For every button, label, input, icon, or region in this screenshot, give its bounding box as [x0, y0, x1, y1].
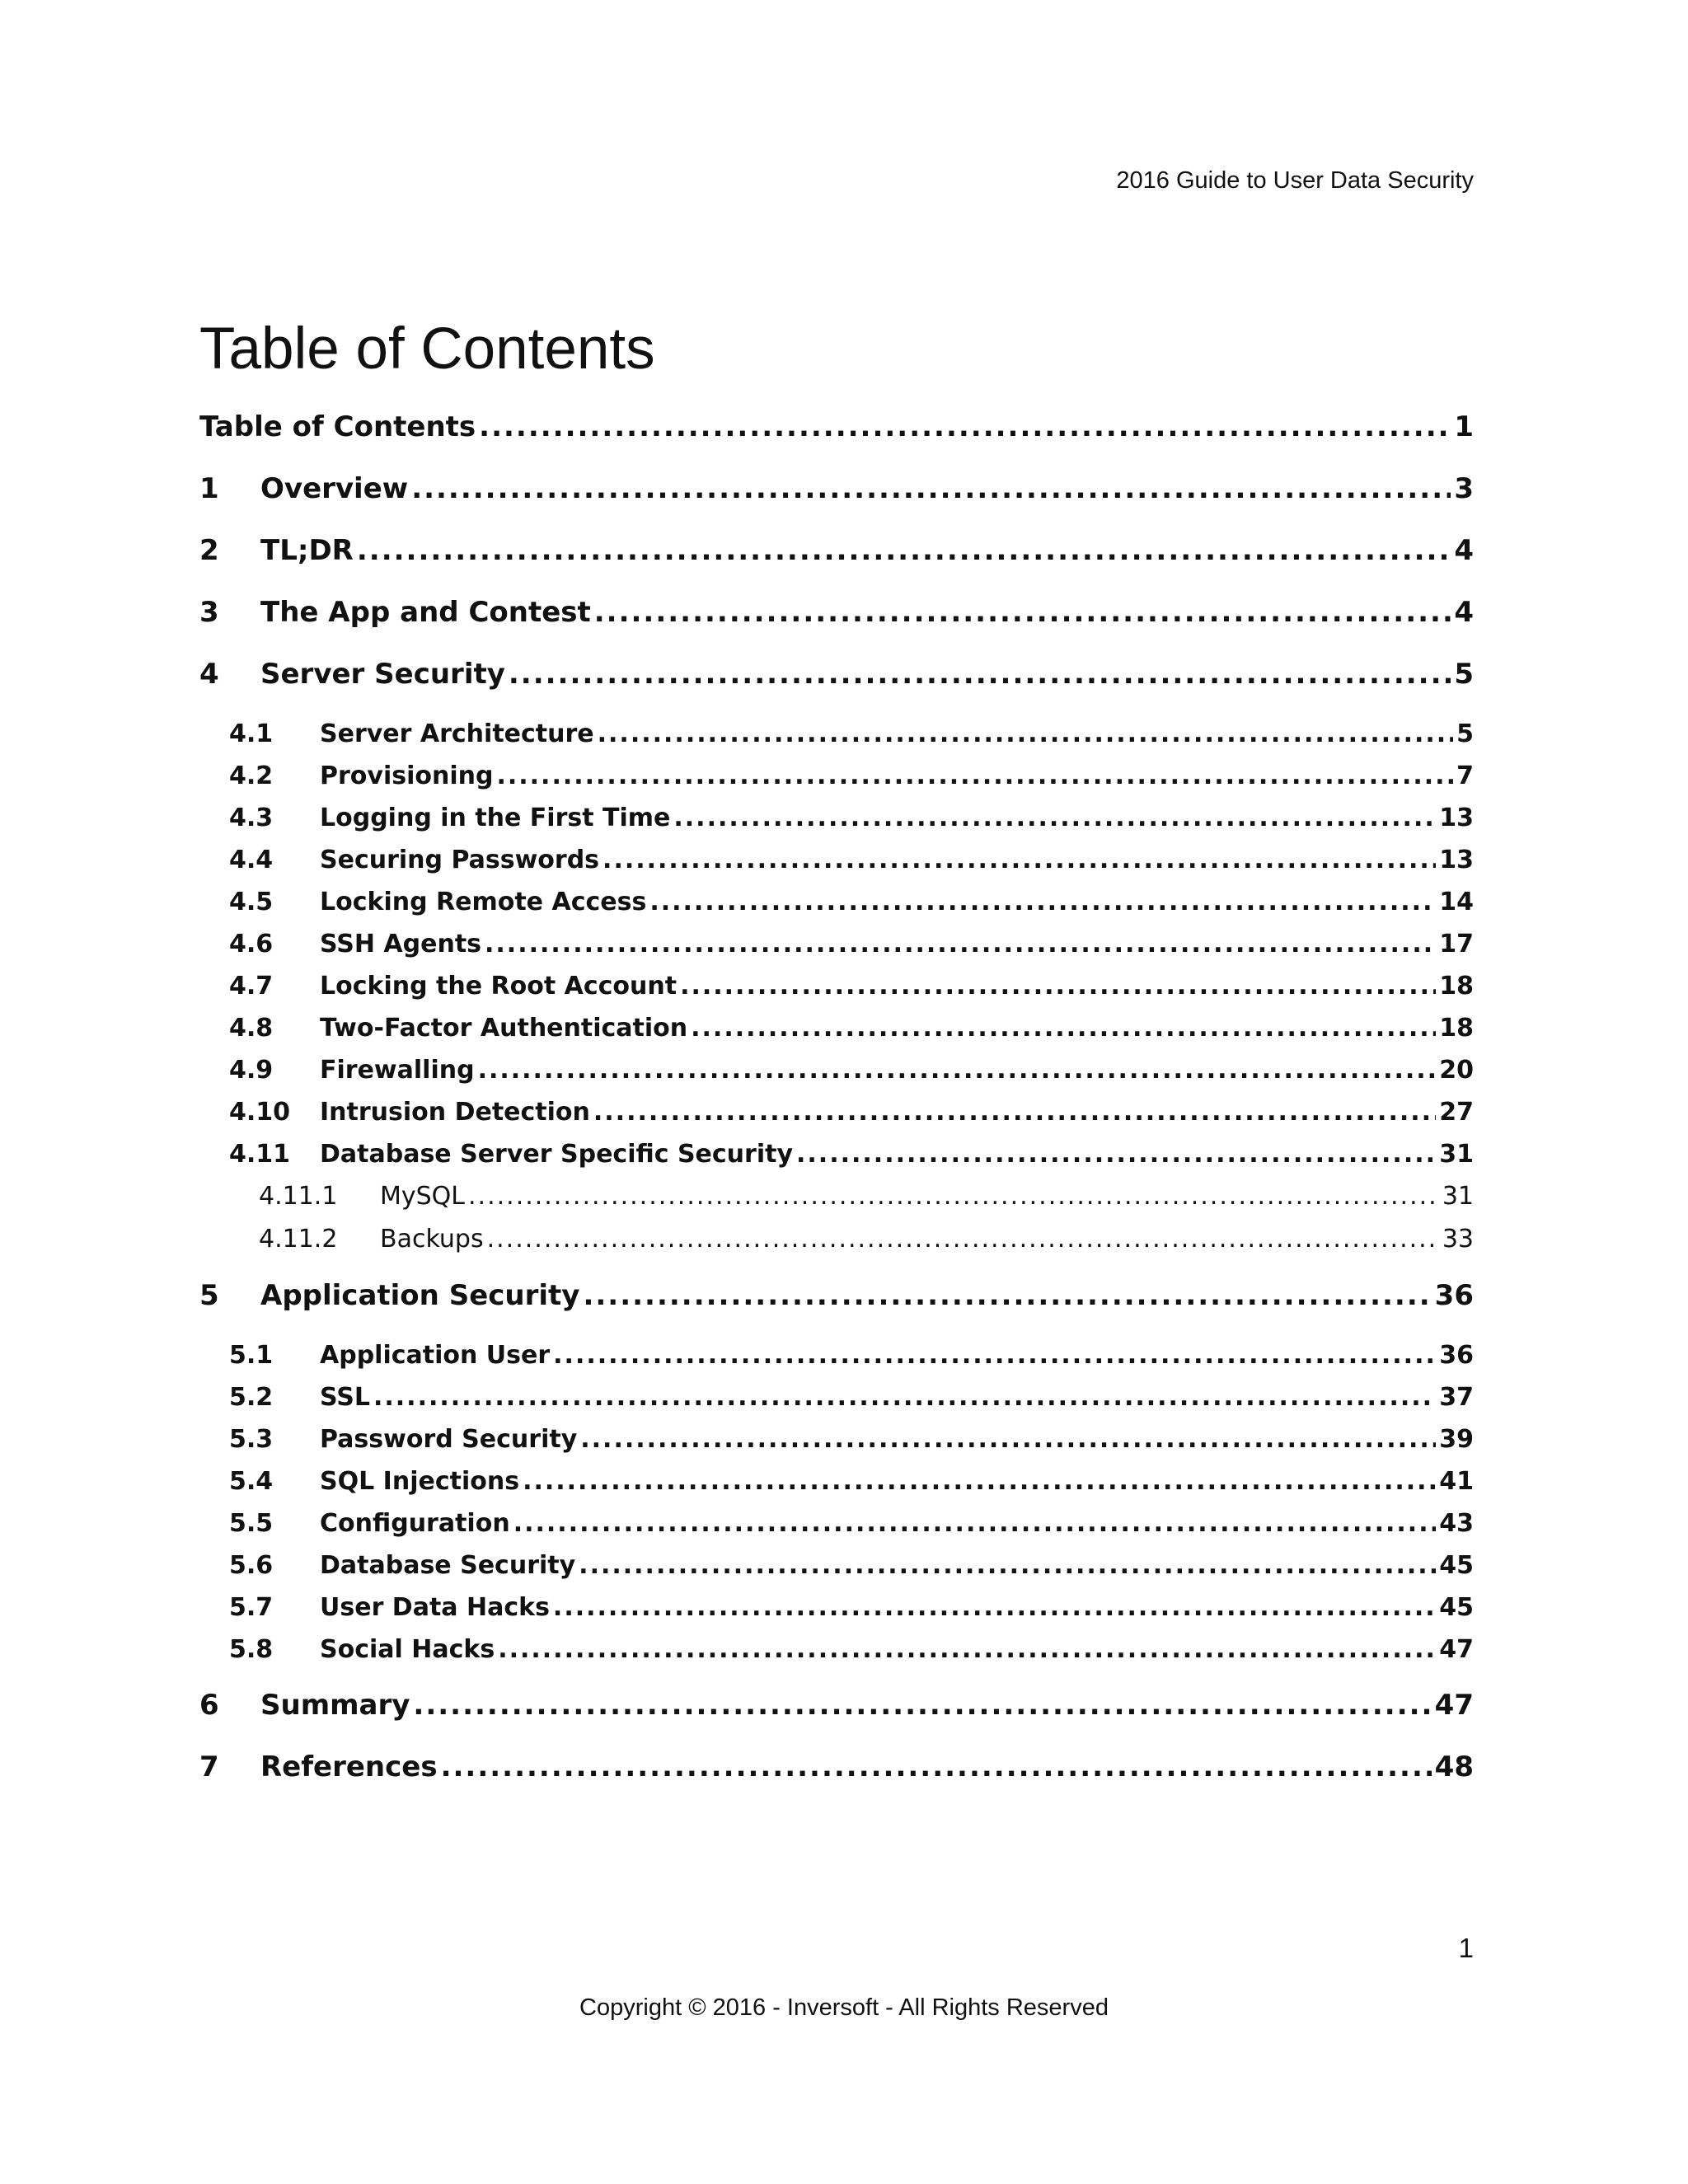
toc-entry-number: 5.3 — [229, 1425, 274, 1454]
toc-entry-number: 4.9 — [229, 1056, 274, 1085]
toc-entry[interactable] — [199, 1551, 1474, 1593]
toc-entry-title: Social Hacks — [320, 1635, 495, 1664]
toc-entry-number: 4.10 — [229, 1098, 291, 1127]
dot-leader — [580, 1425, 1436, 1454]
toc-entry-page: 39 — [1439, 1425, 1474, 1454]
toc-entry-page: 5 — [1456, 719, 1474, 748]
dot-leader — [413, 1689, 1431, 1722]
dot-leader — [496, 762, 1453, 790]
dot-leader — [485, 930, 1436, 958]
toc-entry-page: 45 — [1439, 1551, 1474, 1580]
toc-entry[interactable] — [199, 1689, 1474, 1750]
toc-entry[interactable] — [199, 846, 1474, 888]
toc-entry-title: Password Security — [320, 1425, 578, 1454]
dot-leader — [411, 472, 1451, 505]
toc-entry-number: 4.11.2 — [259, 1225, 338, 1254]
toc-entry-number: 7 — [199, 1750, 219, 1783]
toc-entry-page: 31 — [1439, 1140, 1474, 1169]
toc-entry-page: 43 — [1439, 1509, 1474, 1538]
toc-entry-page: 18 — [1439, 972, 1474, 1001]
toc-entry[interactable] — [199, 1014, 1474, 1056]
toc-entry-number: 4.6 — [229, 930, 274, 958]
dot-leader — [479, 410, 1451, 443]
toc-entry-page: 36 — [1434, 1279, 1474, 1312]
toc-entry-page: 37 — [1439, 1383, 1474, 1412]
page-number: 1 — [1458, 1933, 1474, 1963]
toc-entry[interactable] — [199, 1056, 1474, 1098]
toc-entry[interactable] — [199, 804, 1474, 846]
toc-entry-number: 5.8 — [229, 1635, 274, 1664]
dot-leader — [680, 972, 1436, 1001]
toc-entry[interactable] — [199, 762, 1474, 804]
dot-leader — [796, 1140, 1436, 1169]
toc-entry-page: 48 — [1434, 1750, 1474, 1783]
toc-entry-title: SSL — [320, 1383, 370, 1412]
dot-leader — [583, 1279, 1431, 1312]
toc-entry-page: 3 — [1454, 472, 1474, 505]
toc-entry-title: SQL Injections — [320, 1467, 520, 1496]
toc-entry[interactable] — [199, 1279, 1474, 1341]
toc-entry-number: 4.2 — [229, 762, 274, 790]
toc-entry[interactable] — [199, 1341, 1474, 1383]
dot-leader — [498, 1635, 1436, 1664]
toc-entry-title: Server Security — [260, 658, 505, 691]
toc-entry-title: The App and Contest — [260, 596, 591, 629]
dot-leader — [468, 1182, 1439, 1211]
dot-leader — [649, 888, 1436, 916]
toc-entry[interactable] — [199, 1425, 1474, 1467]
dot-leader — [691, 1014, 1436, 1043]
toc-entry-page: 4 — [1454, 534, 1474, 567]
toc-entry-number: 5.1 — [229, 1341, 274, 1370]
toc-entry-page: 1 — [1454, 410, 1474, 443]
dot-leader — [513, 1509, 1437, 1538]
toc-entry-title: Database Server Specific Security — [320, 1140, 794, 1169]
dot-leader — [553, 1341, 1436, 1370]
toc-entry-title: Database Security — [320, 1551, 576, 1580]
dot-leader — [553, 1593, 1436, 1622]
toc-entry-page: 31 — [1442, 1182, 1474, 1211]
running-header: 2016 Guide to User Data Security — [1116, 167, 1474, 194]
toc-entry[interactable] — [199, 972, 1474, 1014]
toc-entry-title: Overview — [260, 472, 409, 505]
toc-entry[interactable] — [199, 472, 1474, 534]
toc-entry-title: References — [260, 1750, 438, 1783]
toc-entry-number: 5.6 — [229, 1551, 274, 1580]
toc-entry-number: 5.2 — [229, 1383, 274, 1412]
toc-entry-title: Intrusion Detection — [320, 1098, 590, 1127]
toc-entry-page: 17 — [1439, 930, 1474, 958]
toc-entry[interactable] — [199, 719, 1474, 762]
toc-entry-page: 27 — [1439, 1098, 1474, 1127]
dot-leader — [603, 846, 1436, 874]
toc-entry-title: SSH Agents — [320, 930, 482, 958]
toc-entry-title: Provisioning — [320, 762, 494, 790]
table-of-contents — [199, 410, 1474, 1812]
toc-entry-number: 4.11 — [229, 1140, 291, 1169]
toc-entry-page: 18 — [1439, 1014, 1474, 1043]
toc-entry-number: 2 — [199, 534, 219, 567]
toc-entry[interactable] — [199, 888, 1474, 930]
toc-entry-title: Table of Contents — [199, 410, 476, 443]
toc-entry-title: Securing Passwords — [320, 846, 600, 874]
toc-entry-title: Configuration — [320, 1509, 510, 1538]
toc-entry-title: Server Architecture — [320, 719, 594, 748]
toc-entry-title: Application User — [320, 1341, 551, 1370]
dot-leader — [598, 719, 1453, 748]
dot-leader — [373, 1383, 1436, 1412]
toc-entry[interactable] — [199, 930, 1474, 972]
toc-entry-number: 3 — [199, 596, 219, 629]
toc-entry-page: 33 — [1442, 1225, 1474, 1254]
toc-entry[interactable] — [199, 410, 1474, 472]
page-title: Table of Contents — [199, 316, 655, 382]
dot-leader — [673, 804, 1436, 832]
toc-entry-page: 5 — [1454, 658, 1474, 691]
toc-entry-number: 4.5 — [229, 888, 274, 916]
toc-entry-number: 4 — [199, 658, 219, 691]
toc-entry[interactable] — [199, 1182, 1474, 1225]
toc-entry-page: 47 — [1439, 1635, 1474, 1664]
toc-entry-title: User Data Hacks — [320, 1593, 550, 1622]
toc-entry-number: 1 — [199, 472, 219, 505]
toc-entry-title: Summary — [260, 1689, 410, 1722]
toc-entry[interactable] — [199, 1750, 1474, 1812]
toc-entry[interactable] — [199, 1635, 1474, 1677]
toc-entry-title: Application Security — [260, 1279, 580, 1312]
toc-entry-title: MySQL — [380, 1182, 466, 1211]
dot-leader — [478, 1056, 1437, 1085]
toc-entry-number: 5 — [199, 1279, 219, 1312]
toc-entry-title: Firewalling — [320, 1056, 475, 1085]
toc-entry-number: 6 — [199, 1689, 219, 1722]
toc-entry-title: Locking Remote Access — [320, 888, 647, 916]
toc-entry-number: 4.7 — [229, 972, 274, 1001]
toc-entry[interactable] — [199, 1140, 1474, 1182]
toc-entry[interactable] — [199, 658, 1474, 719]
toc-entry[interactable] — [199, 1225, 1474, 1268]
toc-entry-title: Two-Factor Authentication — [320, 1014, 688, 1043]
toc-entry-page: 7 — [1456, 762, 1474, 790]
toc-entry-page: 13 — [1439, 846, 1474, 874]
dot-leader — [579, 1551, 1436, 1580]
toc-entry-title: Locking the Root Account — [320, 972, 678, 1001]
dot-leader — [523, 1467, 1436, 1496]
toc-entry[interactable] — [199, 1593, 1474, 1635]
toc-entry[interactable] — [199, 1467, 1474, 1509]
toc-entry-page: 20 — [1439, 1056, 1474, 1085]
toc-entry-page: 4 — [1454, 596, 1474, 629]
dot-leader — [357, 534, 1451, 567]
toc-entry-number: 4.11.1 — [259, 1182, 338, 1211]
dot-leader — [594, 596, 1451, 629]
dot-leader — [441, 1750, 1432, 1783]
toc-entry-page: 41 — [1439, 1467, 1474, 1496]
toc-entry[interactable] — [199, 1509, 1474, 1551]
toc-entry[interactable] — [199, 534, 1474, 596]
dot-leader — [509, 658, 1451, 691]
toc-entry-page: 36 — [1439, 1341, 1474, 1370]
dot-leader — [487, 1225, 1439, 1254]
toc-entry[interactable] — [199, 1098, 1474, 1140]
toc-entry-number: 5.4 — [229, 1467, 274, 1496]
toc-entry-title: Logging in the First Time — [320, 804, 671, 832]
toc-entry-page: 14 — [1439, 888, 1474, 916]
toc-entry[interactable] — [199, 596, 1474, 658]
toc-entry-number: 5.5 — [229, 1509, 274, 1538]
toc-entry-page: 13 — [1439, 804, 1474, 832]
toc-entry-number: 4.8 — [229, 1014, 274, 1043]
toc-entry[interactable] — [199, 1383, 1474, 1425]
copyright-notice: Copyright © 2016 - Inversoft - All Rights Reserved — [579, 1994, 1109, 2021]
toc-entry-number: 4.3 — [229, 804, 274, 832]
toc-entry-page: 45 — [1439, 1593, 1474, 1622]
toc-entry-number: 4.1 — [229, 719, 274, 748]
toc-entry-page: 47 — [1434, 1689, 1474, 1722]
toc-entry-title: Backups — [380, 1225, 484, 1254]
dot-leader — [593, 1098, 1436, 1127]
toc-entry-title: TL;DR — [260, 534, 354, 567]
toc-entry-number: 5.7 — [229, 1593, 274, 1622]
toc-entry-number: 4.4 — [229, 846, 274, 874]
